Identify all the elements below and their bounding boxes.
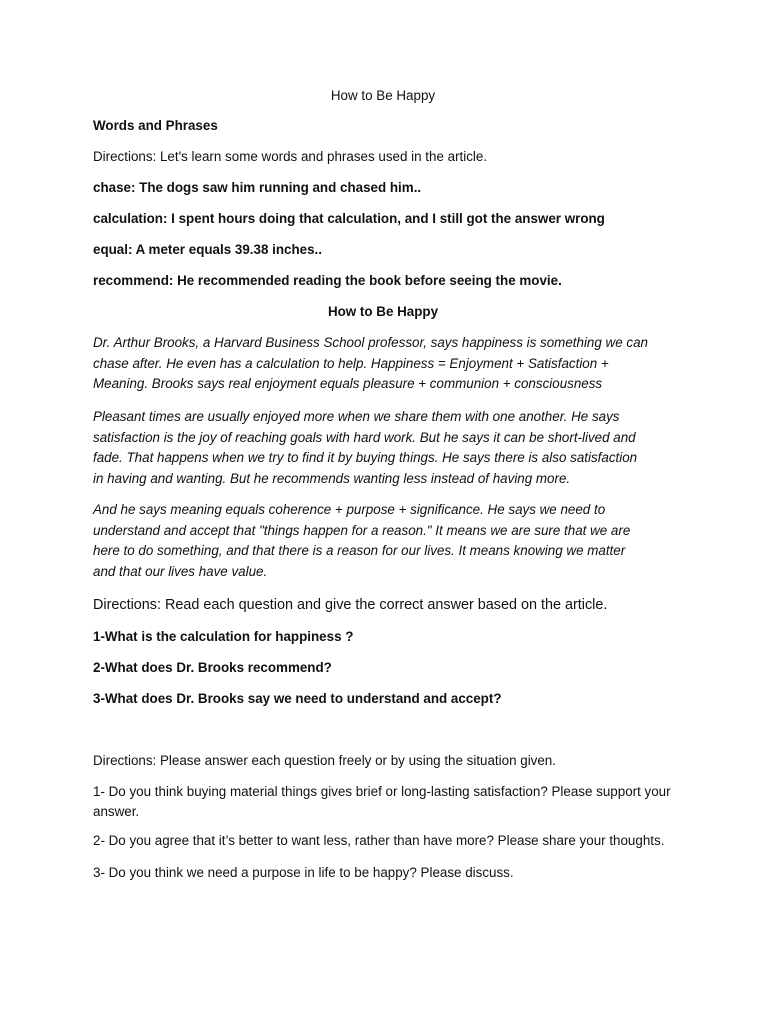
paragraph-line: Dr. Arthur Brooks, a Harvard Business School professor, says happiness is something we can (93, 335, 648, 350)
vocab-item: calculation: I spent hours doing that calculation, and I still got the answer wrong (93, 211, 605, 226)
paragraph-line: chase after. He even has a calculation to help. Happiness = Enjoyment + Satisfaction + (93, 355, 609, 371)
comprehension-question: 3-What does Dr. Brooks say we need to understand and accept? (93, 691, 502, 706)
paragraph-line: here to do something, and that there is a reason for our lives. It means knowing we matter (93, 543, 626, 559)
article-paragraph (93, 407, 673, 490)
discussion-question: 2- Do you agree that it’s better to want less, rather than have more? Please share your thoughts. (93, 833, 665, 848)
article-paragraph (93, 333, 673, 395)
vocab-item: equal: A meter equals 39.38 inches.. (93, 242, 322, 257)
discussion-question: 1- Do you think buying material things gives brief or long-lasting satisfaction? Please support your answer. (93, 784, 671, 819)
article-title: How to Be Happy (327, 304, 439, 319)
vocab-heading: Words and Phrases (93, 118, 218, 133)
comprehension-directions: Directions: Read each question and give the correct answer based on the article. (93, 597, 608, 613)
comprehension-question: 1-What is the calculation for happiness ? (93, 629, 354, 644)
paragraph-line: and that our lives have value. (93, 564, 268, 580)
paragraph-line: Pleasant times are usually enjoyed more when we share them with one another. He says (93, 409, 620, 424)
discussion-directions: Directions: Please answer each question freely or by using the situation given. (93, 753, 556, 768)
vocab-item: recommend: He recommended reading the book before seeing the movie. (93, 273, 562, 288)
paragraph-line: And he says meaning equals coherence + purpose + significance. He says we need to (93, 502, 606, 517)
document-title: How to Be Happy (330, 88, 436, 103)
comprehension-question: 2-What does Dr. Brooks recommend? (93, 660, 332, 675)
article-paragraph (93, 500, 673, 583)
vocab-directions: Directions: Let's learn some words and phrases used in the article. (93, 149, 488, 164)
vocab-item: chase: The dogs saw him running and chased him.. (93, 180, 422, 195)
paragraph-line: fade. That happens when we try to find it by buying things. He says there is also satisfaction (93, 450, 638, 466)
paragraph-line: understand and accept that "things happen for a reason." It means we are sure that we are (93, 522, 631, 538)
discussion-question: 3- Do you think we need a purpose in life to be happy? Please discuss. (93, 865, 514, 880)
paragraph-line: in having and wanting. But he recommends wanting less instead of having more. (93, 471, 571, 487)
paragraph-line: satisfaction is the joy of reaching goals with hard work. But he says it can be short-lived and (93, 429, 636, 445)
paragraph-line: Meaning. Brooks says real enjoyment equals pleasure + communion + consciousness (93, 376, 603, 392)
